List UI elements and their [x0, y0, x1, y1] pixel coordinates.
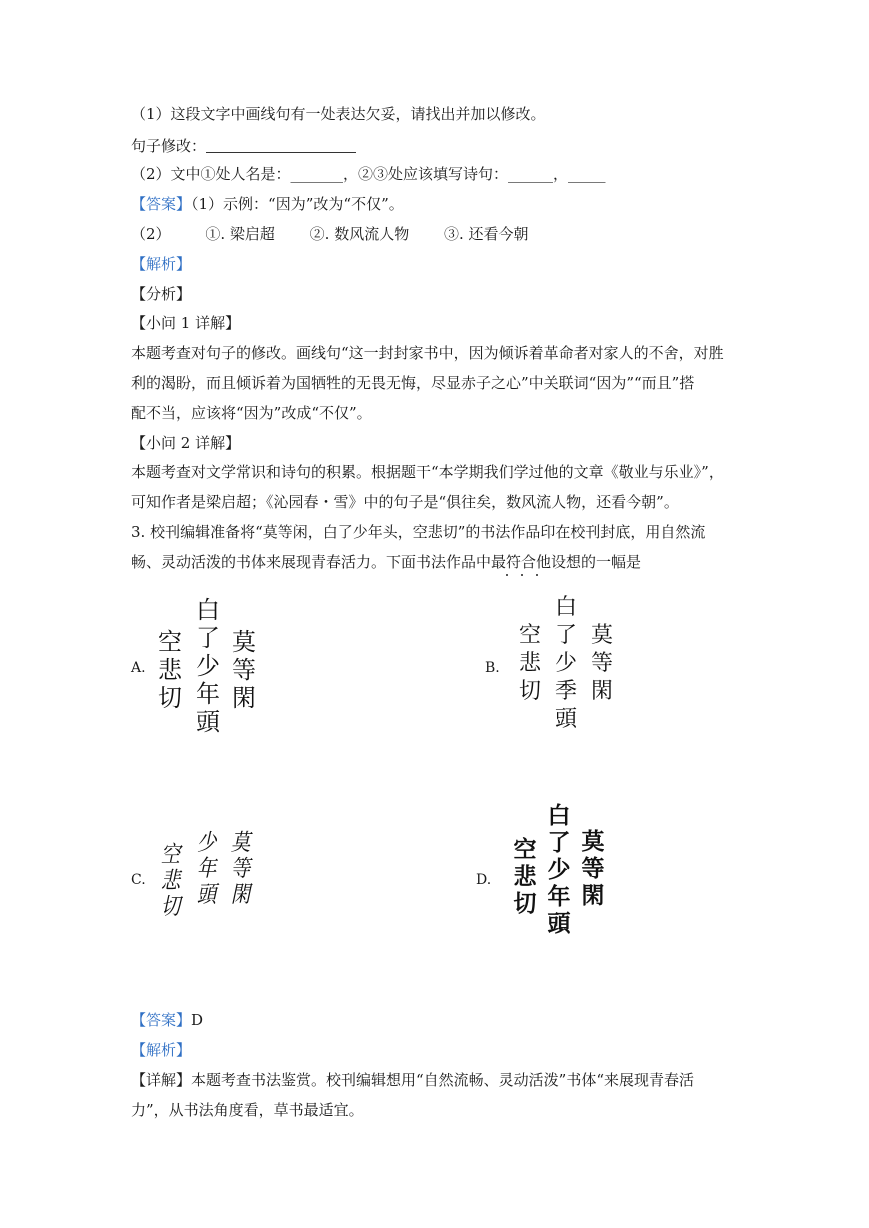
answer-tag: 【答案】: [131, 195, 192, 213]
calligraphy-glyph: 頭: [196, 708, 220, 736]
analysis-sub-tag: 【分析】: [131, 285, 192, 303]
subquestion-1-title: 【小问 1 详解】: [131, 314, 241, 332]
answer-q2-item-3: ③. 还看今朝: [443, 225, 529, 243]
subquestion-2-line: 可知作者是梁启超；《沁园春・雪》中的句子是“俱往矣，数风流人物，还看今朝”。: [131, 493, 679, 511]
option-b-label: B.: [485, 660, 500, 676]
calligraphy-glyph: 悲: [513, 863, 537, 890]
answer-3-value: D: [191, 1011, 204, 1029]
calligraphy-glyph: 空: [513, 836, 537, 863]
answer-row-2: [131, 224, 529, 244]
option-c-col-2: [192, 830, 220, 908]
option-d-col-3: [511, 836, 539, 917]
calligraphy-glyph: 白: [196, 596, 220, 624]
calligraphy-glyph: 悲: [160, 868, 180, 894]
calligraphy-glyph: 空: [160, 842, 180, 868]
option-c-col-3: [156, 842, 184, 920]
option-a-label: A.: [131, 660, 146, 676]
detail-tag: 【详解】: [131, 1071, 192, 1089]
calligraphy-glyph: 年: [196, 680, 220, 708]
option-d-calligraphy: [505, 800, 615, 965]
option-a-col-2: [194, 596, 222, 736]
calligraphy-glyph: 閑: [581, 882, 605, 909]
calligraphy-glyph: 了: [547, 829, 571, 856]
calligraphy-glyph: 悲: [158, 656, 182, 684]
subquestion-2-line: 本题考查对文学常识和诗句的积累。根据题干“本学期我们学过他的文章《敬业与乐业》”，: [131, 463, 724, 481]
option-a-calligraphy: [150, 592, 270, 752]
question-3-line: 畅、灵动活泼的书体来展现青春活力。下面书法作品中最符合他设想的一幅是: [131, 553, 642, 571]
question-3-line: 3. 校刊编辑准备将“莫等闲，白了少年头，空悲切”的书法作品印在校刊封底，用自然流: [131, 523, 706, 541]
answer-q2-item-2: ②. 数风流人物: [309, 225, 410, 243]
calligraphy-glyph: 年: [196, 856, 216, 882]
answer-3-row: [131, 1010, 203, 1030]
calligraphy-glyph: 少: [547, 856, 571, 883]
answer-q2-item-1: ①. 梁启超: [205, 225, 275, 243]
answer-text: （1）示例：“因为”改为“不仅”。: [191, 195, 404, 213]
calligraphy-glyph: 少: [196, 652, 220, 680]
detail-row-1: [131, 1070, 694, 1090]
detail-line: 力”，从书法角度看，草书最适宜。: [131, 1101, 364, 1119]
emphasis-dot: [536, 574, 538, 576]
calligraphy-glyph: 頭: [547, 910, 571, 937]
option-a-col-1: [230, 628, 258, 712]
option-d-label: D.: [476, 872, 492, 888]
subquestion-1-line: 利的渴盼，而且倾诉着为国牺牲的无畏无悔，尽显赤子之心”中关联词“因为”“而且”搭: [131, 374, 695, 392]
option-d-col-2: [545, 802, 573, 937]
calligraphy-glyph: 白: [554, 595, 577, 620]
calligraphy-glyph: 等: [590, 651, 613, 676]
calligraphy-glyph: 閑: [590, 679, 613, 704]
emphasis-dot: [506, 574, 508, 576]
calligraphy-glyph: 閑: [230, 882, 250, 908]
q1-answer-row: [131, 136, 356, 156]
calligraphy-glyph: 了: [554, 623, 577, 648]
detail-line: 本题考查书法鉴赏。校刊编辑想用“自然流畅、灵动活泼”书体“来展现青春活: [191, 1071, 695, 1089]
calligraphy-glyph: 等: [232, 656, 256, 684]
calligraphy-glyph: 少: [554, 651, 577, 676]
calligraphy-glyph: 莫: [232, 628, 256, 656]
answer-row-1: [131, 194, 404, 214]
calligraphy-glyph: 閑: [232, 684, 256, 712]
calligraphy-glyph: 等: [581, 855, 605, 882]
calligraphy-glyph: 了: [196, 624, 220, 652]
calligraphy-glyph: 切: [518, 679, 541, 704]
analysis-tag: 【解析】: [131, 255, 192, 273]
option-a-col-3: [156, 628, 184, 712]
q1-answer-label: 句子修改：: [131, 137, 207, 155]
emphasis-dot: [521, 574, 523, 576]
analysis-3-tag: 【解析】: [131, 1041, 192, 1059]
calligraphy-glyph: 年: [547, 883, 571, 910]
calligraphy-glyph: 悲: [518, 651, 541, 676]
calligraphy-glyph: 季: [554, 679, 577, 704]
option-c-col-1: [226, 830, 254, 908]
calligraphy-glyph: 頭: [554, 707, 577, 732]
calligraphy-glyph: 切: [160, 894, 180, 920]
q1-prompt: （1）这段文字中画线句有一处表达欠妥，请找出并加以修改。: [131, 105, 546, 123]
option-c-calligraphy: [150, 812, 265, 962]
calligraphy-glyph: 空: [158, 628, 182, 656]
option-c-label: C.: [131, 872, 146, 888]
calligraphy-glyph: 白: [547, 802, 571, 829]
calligraphy-glyph: 少: [196, 830, 216, 856]
calligraphy-glyph: 頭: [196, 882, 216, 908]
option-b-col-2: [552, 594, 580, 734]
option-b-calligraphy: [510, 592, 620, 757]
option-d-col-1: [579, 828, 607, 909]
q2-prompt: （2）文中①处人名是：_______，②③处应该填写诗句：______，_____: [131, 165, 606, 183]
calligraphy-glyph: 莫: [590, 623, 613, 648]
subquestion-1-line: 配不当，应该将“因为”改成“不仅”。: [131, 404, 372, 422]
answer-q2-prefix: （2）: [131, 225, 171, 243]
option-b-col-3: [516, 622, 544, 706]
calligraphy-glyph: 空: [518, 623, 541, 648]
q1-answer-blank: [206, 137, 356, 153]
calligraphy-glyph: 莫: [581, 828, 605, 855]
calligraphy-glyph: 切: [513, 890, 537, 917]
option-b-col-1: [588, 622, 616, 706]
subquestion-2-title: 【小问 2 详解】: [131, 434, 241, 452]
subquestion-1-line: 本题考查对句子的修改。画线句“这一封封家书中，因为倾诉着革命者对家人的不舍，对胜: [131, 344, 724, 362]
calligraphy-glyph: 莫: [230, 830, 250, 856]
calligraphy-glyph: 切: [158, 684, 182, 712]
answer-3-tag: 【答案】: [131, 1011, 192, 1029]
calligraphy-glyph: 等: [230, 856, 250, 882]
